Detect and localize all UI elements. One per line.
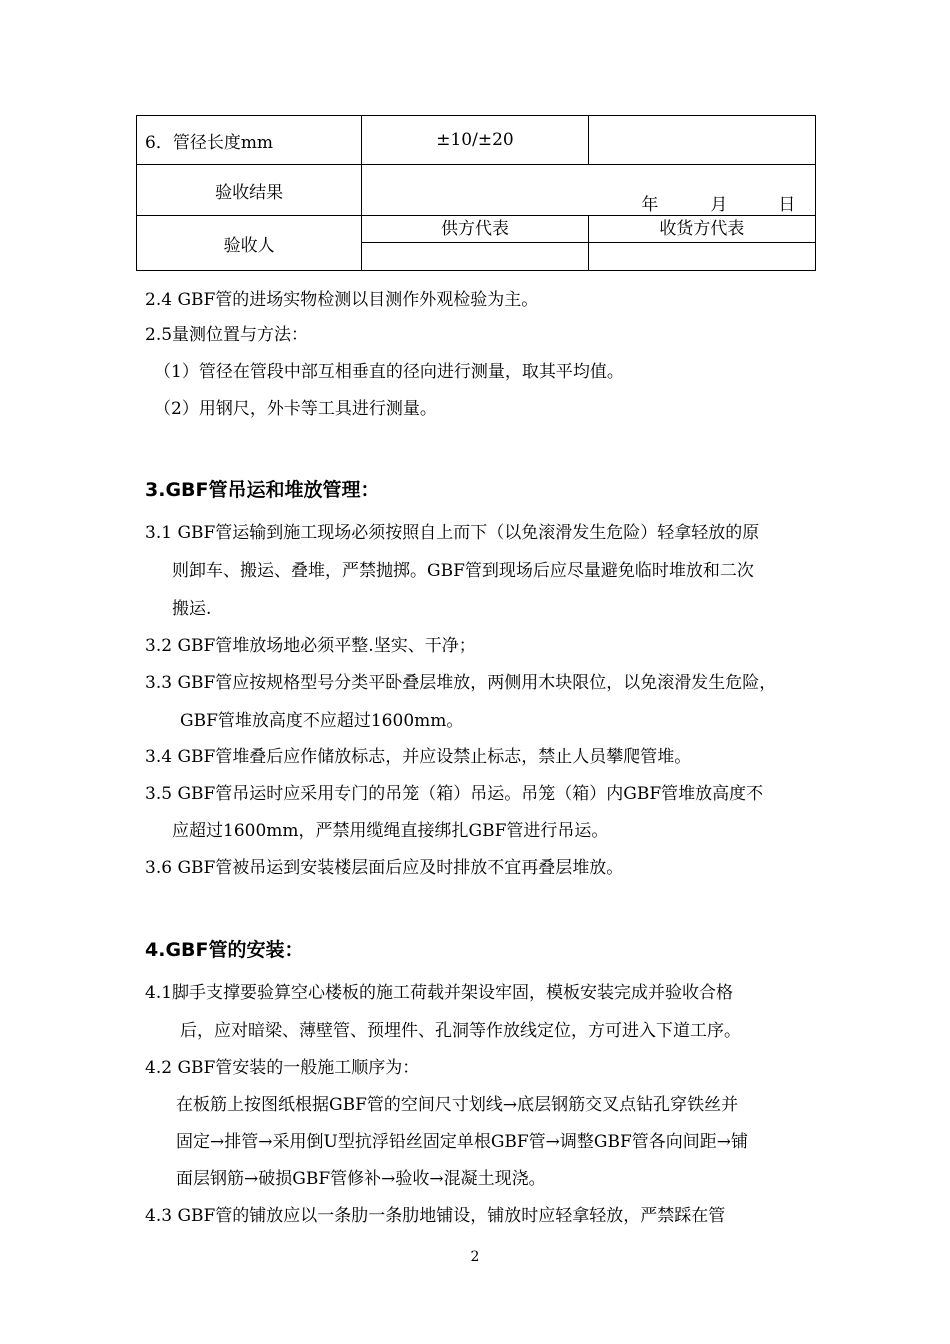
para-3-3-b: GBF管堆放高度不应超过1600mm。 [180, 711, 464, 731]
para-3-6: 3.6 GBF管被吊运到安装楼层面后应及时排放不宜再叠层堆放。 [145, 858, 624, 878]
result-label: 验收结果 [137, 165, 362, 216]
receiver-rep-label: 收货方代表 [589, 216, 815, 243]
para-3-5-a: 3.5 GBF管吊运时应采用专门的吊笼（箱）吊运。吊笼（箱）内GBF管堆放高度不 [145, 784, 764, 804]
para-3-1-a: 3.1 GBF管运输到施工现场必须按照自上而下（以免滚滑发生危险）轻拿轻放的原 [145, 523, 760, 543]
para-4-2-c: 面层钢筋→破损GBF管修补→验收→混凝土现浇。 [176, 1169, 546, 1189]
para-4-1-a: 4.1脚手支撑要验算空心楼板的施工荷载并架设牢固，模板安装完成并验收合格 [145, 983, 734, 1003]
result-date-cell [362, 165, 816, 216]
acceptance-table [136, 115, 816, 271]
para-2-4: 2.4 GBF管的进场实物检测以目测作外观检验为主。 [145, 290, 539, 310]
receiver-rep-blank [589, 243, 815, 270]
para-3-5-b: 应超过1600mm，严禁用缆绳直接绑扎GBF管进行吊运。 [172, 821, 609, 841]
table-row [137, 165, 816, 216]
para-4-3-a: 4.3 GBF管的铺放应以一条肋一条肋地铺设，铺放时应轻拿轻放，严禁踩在管 [145, 1206, 726, 1226]
supplier-rep-label: 供方代表 [362, 216, 587, 243]
supplier-cell [362, 216, 588, 271]
heading-section-4: 4.GBF管的安装： [145, 939, 304, 961]
para-2-5-2: （2）用钢尺，外卡等工具进行测量。 [154, 399, 437, 419]
table-row [137, 116, 816, 165]
para-3-1-b: 则卸车、搬运、叠堆，严禁抛掷。GBF管到现场后应尽量避免临时堆放和二次 [172, 561, 754, 581]
para-3-4: 3.4 GBF管堆叠后应作储放标志，并应设禁止标志，禁止人员攀爬管堆。 [145, 747, 692, 767]
date-month: 月 [710, 195, 728, 215]
page-number: 2 [470, 1249, 480, 1265]
para-4-2: 4.2 GBF管安装的一般施工顺序为： [145, 1058, 420, 1078]
pipe-length-label: 6．管径长度mm [137, 116, 362, 165]
inspector-label: 验收人 [137, 216, 362, 271]
heading-section-3: 3.GBF管吊运和堆放管理： [145, 479, 380, 501]
para-4-2-b: 固定→排管→采用倒U型抗浮铅丝固定单根GBF管→调整GBF管各向间距→铺 [176, 1132, 749, 1152]
date-day: 日 [778, 195, 796, 215]
receiver-cell [588, 216, 815, 271]
para-2-5-1: （1）管径在管段中部互相垂直的径向进行测量，取其平均值。 [154, 362, 624, 382]
para-3-1-c: 搬运. [172, 599, 212, 619]
para-4-2-a: 在板筋上按图纸根据GBF管的空间尺寸划线→底层钢筋交叉点钻孔穿铁丝并 [176, 1095, 739, 1115]
supplier-rep-blank [362, 243, 587, 270]
para-4-1-b: 后，应对暗梁、薄壁管、预埋件、孔洞等作放线定位，方可进入下道工序。 [180, 1021, 741, 1041]
para-2-5: 2.5量测位置与方法： [145, 325, 309, 345]
para-3-3-a: 3.3 GBF管应按规格型号分类平卧叠层堆放，两侧用木块限位，以免滚滑发生危险， [145, 673, 777, 693]
para-3-2: 3.2 GBF管堆放场地必须平整.坚实、干净； [145, 636, 476, 656]
pipe-length-extra [588, 116, 815, 165]
pipe-length-tolerance: ±10/±20 [362, 116, 588, 165]
table-row [137, 216, 816, 271]
date-year: 年 [641, 195, 659, 215]
